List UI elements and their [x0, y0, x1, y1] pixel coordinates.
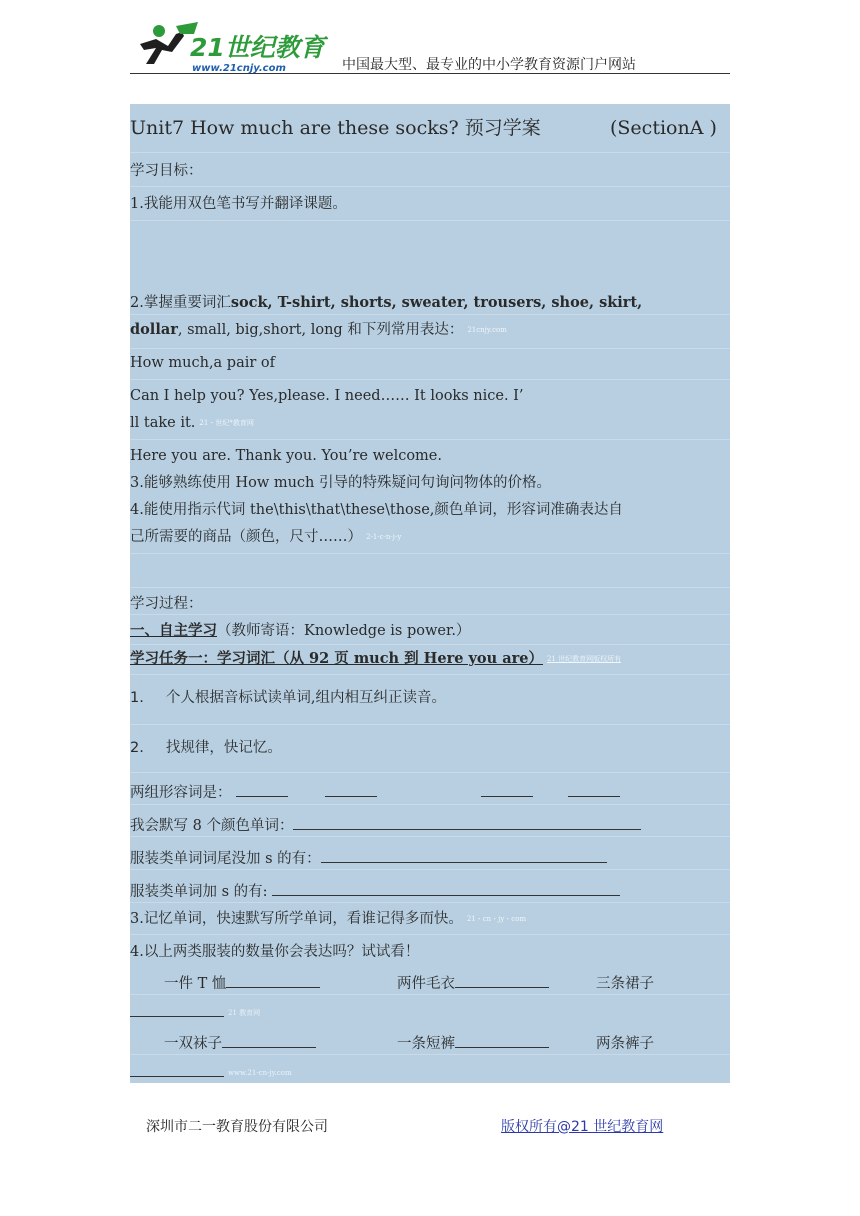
answer-blank[interactable] [236, 784, 288, 797]
step-2 [130, 739, 282, 757]
step-1 [130, 689, 446, 707]
line-divider [130, 772, 730, 773]
with-s-label: 服装类单词加 s 的有: [130, 884, 273, 900]
with-s-line [130, 883, 620, 901]
goal-2-intro: 2.掌握重要词汇 [130, 295, 231, 311]
step-3-text: 3.记忆单词，快速默写所学单词，看谁记得多而快。 [130, 911, 463, 927]
line-divider [130, 902, 730, 903]
logo-wordmark: 21世纪教育 [190, 33, 325, 62]
self-study-heading: 一、自主学习 [130, 622, 217, 639]
expression-line-1: How much,a pair of [130, 355, 276, 371]
watermark-text: 21 教育网 [228, 1009, 261, 1017]
line-divider [130, 186, 730, 187]
footer-company: 深圳市二一教育股份有限公司 [146, 1119, 328, 1135]
answer-blank[interactable] [130, 1064, 224, 1077]
quantity-shorts: 一条短裤 [397, 1036, 455, 1052]
no-s-line [130, 850, 607, 868]
quantity-row-2 [164, 1035, 316, 1053]
answer-blank[interactable] [455, 975, 549, 988]
quantity-shorts-cell [397, 1035, 549, 1053]
adjective-pairs-line [130, 784, 620, 802]
step-1-text: 个人根据音标试读单词,组内相互纠正读音。 [165, 690, 446, 706]
process-heading: 学习过程： [130, 596, 203, 612]
goal-1: 1.我能用双色笔书写并翻译课题。 [130, 196, 347, 212]
quantity-tshirt: 一件 T 恤 [164, 976, 227, 992]
quantity-row-2-wrap [130, 1064, 292, 1082]
title-section: (SectionA ) [610, 117, 717, 139]
goal-2-vocab: sock, T-shirt, shorts, sweater, trousers, shoe, skirt, [230, 294, 643, 311]
answer-blank[interactable] [272, 883, 620, 896]
watermark-text: 21・cn・jy・com [466, 915, 527, 923]
quantity-trousers: 两条裤子 [596, 1036, 654, 1052]
teacher-motto: （教师寄语：Knowledge is power.） [217, 623, 471, 639]
goal-4-line-1: 4.能使用指示代词 the\this\that\these\those,颜色单词，形容词准确表达自 [130, 502, 623, 518]
goal-2-vocab-dollar: dollar [130, 321, 178, 338]
colors-label: 我会默写 8 个颜色单词： [130, 818, 294, 834]
answer-blank[interactable] [222, 1035, 316, 1048]
quantity-sweaters-cell [397, 975, 549, 993]
watermark-text: 21・世纪*教育网 [199, 419, 254, 427]
goal-2-adjectives: , small, big,short, long 和下列常用表达： [177, 322, 464, 338]
expression-take-it: ll take it. [130, 415, 196, 431]
step-2-text: 找规律，快记忆。 [165, 740, 282, 756]
line-divider [130, 379, 730, 380]
line-divider [130, 994, 730, 995]
line-divider [130, 644, 730, 645]
adjective-pairs-label: 两组形容词是： [130, 785, 232, 801]
worksheet-title [130, 117, 717, 139]
self-study-line [130, 622, 470, 640]
step-1-number: 1. [130, 690, 144, 706]
goals-heading: 学习目标： [130, 163, 203, 179]
goal-2-line-2 [130, 321, 507, 339]
line-divider [130, 587, 730, 588]
watermark-text: 2-1-c-n-j-y [366, 533, 402, 541]
line-divider [130, 348, 730, 349]
quantity-socks: 一双袜子 [164, 1036, 222, 1052]
title-text: Unit7 How much are these socks? 预习学案 [130, 117, 541, 139]
logo-url: www.21cnjy.com [192, 63, 286, 74]
line-divider [130, 674, 730, 675]
goal-4-line-2 [130, 528, 401, 546]
expression-line-2: Can I help you? Yes,please. I need…… It looks nice. I’ [130, 388, 524, 404]
answer-blank[interactable] [321, 850, 607, 863]
answer-blank[interactable] [226, 975, 320, 988]
colors-line [130, 817, 641, 835]
line-divider [130, 314, 730, 315]
watermark-text: 21cnjy.com [467, 326, 507, 334]
line-divider [130, 152, 730, 153]
footer-copyright-link[interactable]: 版权所有@21 世纪教育网 [501, 1119, 664, 1135]
watermark-text: 21 世纪教育网版权所有 [546, 655, 622, 663]
quantity-skirts: 三条裙子 [596, 976, 654, 992]
site-logo [132, 20, 332, 74]
answer-blank[interactable] [455, 1035, 549, 1048]
answer-blank[interactable] [293, 817, 641, 830]
no-s-label: 服装类单词词尾没加 s 的有： [130, 851, 321, 867]
quantity-row-1-wrap [130, 1004, 260, 1022]
answer-blank[interactable] [481, 784, 533, 797]
worksheet-panel [130, 104, 730, 1083]
step-3 [130, 910, 526, 928]
watermark-text: www.21-cn-jy.com [228, 1069, 292, 1077]
line-divider [130, 934, 730, 935]
line-divider [130, 553, 730, 554]
site-slogan: 中国最大型、最专业的中小学教育资源门户网站 [342, 57, 636, 73]
task-1-heading: 学习任务一：学习词汇（从 92 页 much 到 Here you are） [130, 650, 543, 667]
answer-blank[interactable] [130, 1004, 224, 1017]
goal-4-text: 己所需要的商品（颜色，尺寸……） [130, 529, 362, 545]
goal-2-line-1 [130, 294, 730, 312]
line-divider [130, 220, 730, 221]
expression-line-3 [130, 414, 254, 432]
line-divider [130, 1054, 730, 1055]
step-4: 4.以上两类服装的数量你会表达吗？试试看！ [130, 944, 420, 960]
line-divider [130, 724, 730, 725]
goal-3: 3.能够熟练使用 How much 引导的特殊疑问句询问物体的价格。 [130, 475, 551, 491]
task-1-line [130, 650, 621, 668]
line-divider [130, 614, 730, 615]
expression-line-4: Here you are. Thank you. You’re welcome. [130, 448, 442, 464]
line-divider [130, 804, 730, 805]
line-divider [130, 836, 730, 837]
line-divider [130, 869, 730, 870]
header-divider [130, 73, 730, 74]
answer-blank[interactable] [568, 784, 620, 797]
answer-blank[interactable] [325, 784, 377, 797]
step-2-number: 2. [130, 740, 144, 756]
line-divider [130, 439, 730, 440]
quantity-row-1 [164, 975, 320, 993]
quantity-sweaters: 两件毛衣 [397, 976, 455, 992]
